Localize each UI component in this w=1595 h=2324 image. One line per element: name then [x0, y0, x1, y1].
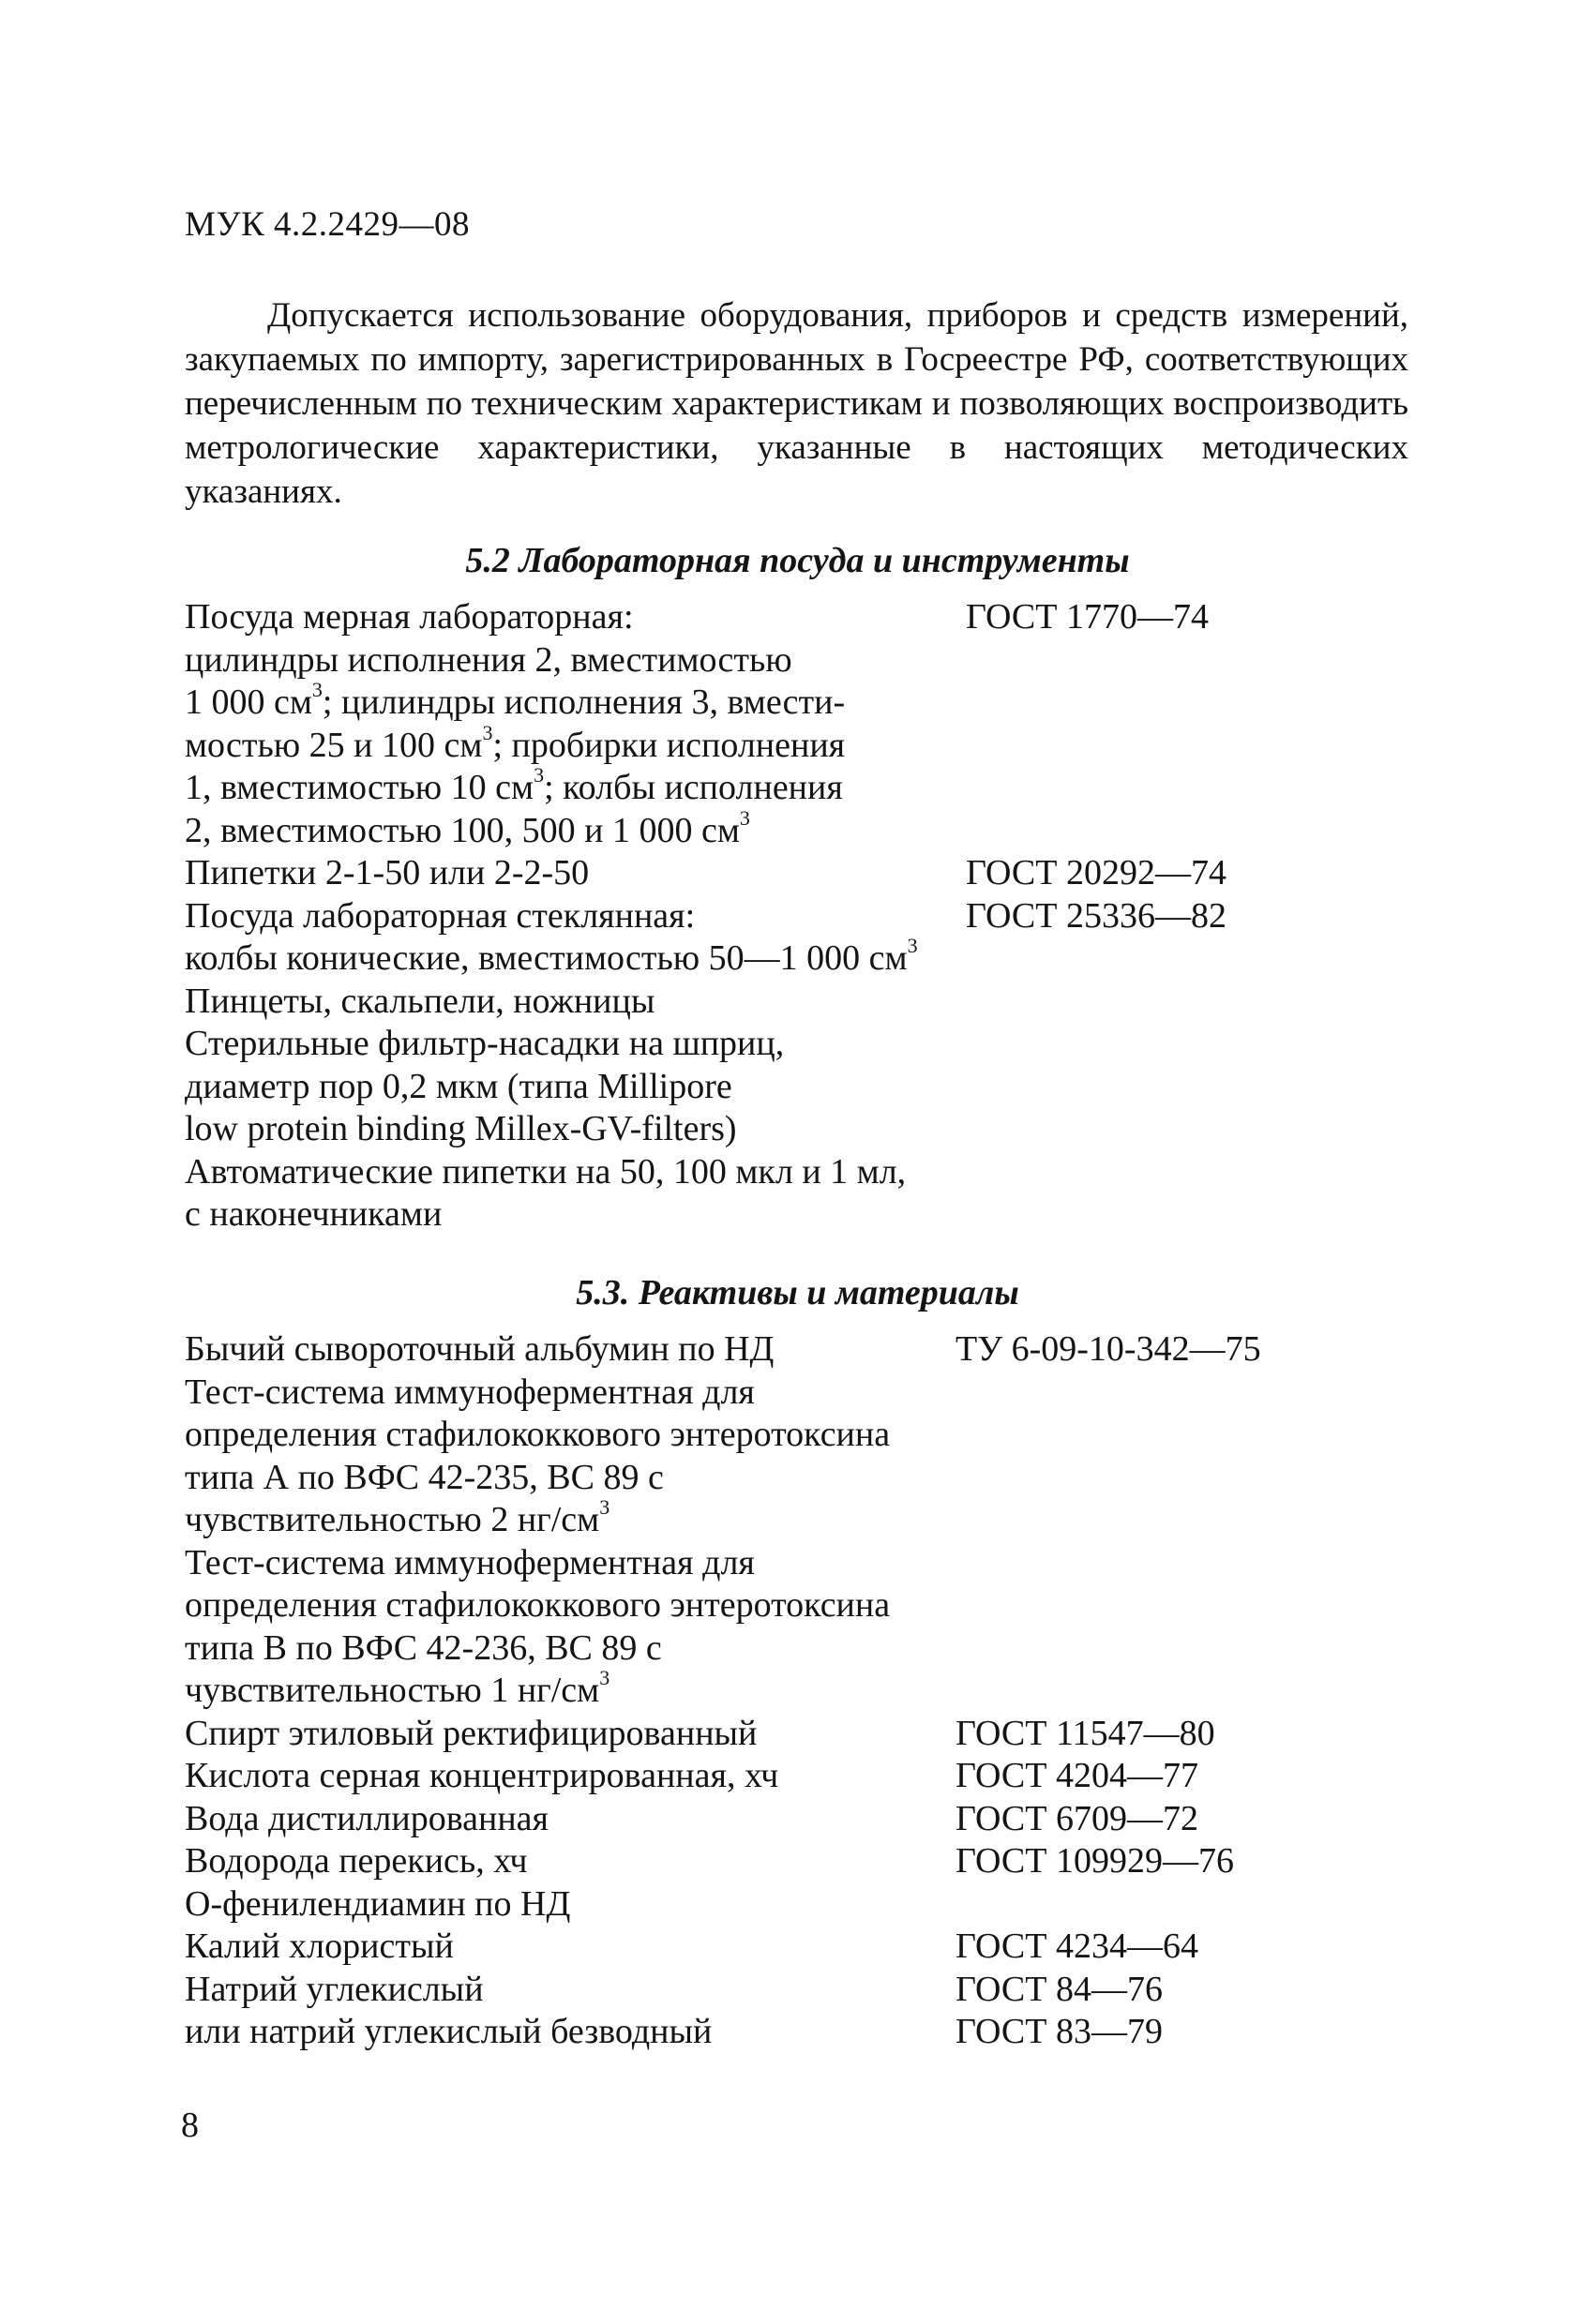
item-text: определения стафилококкового энтеротоксина — [185, 1585, 891, 1625]
section-title-labware: 5.2 Лабораторная посуда и инструменты — [465, 541, 1130, 580]
unit-superscript: 3 — [599, 1495, 610, 1519]
item-text: О-фенилендиамин по НД — [185, 1883, 571, 1924]
reagents-list-line — [185, 1414, 1404, 1457]
labware-list-line — [185, 805, 1404, 853]
standard-reference: ГОСТ 109929—76 — [955, 1841, 1234, 1881]
reagents-list-line — [185, 1627, 1404, 1671]
reagents-list-line — [185, 1969, 1404, 2012]
unit-superscript: 3 — [599, 1666, 610, 1689]
labware-list-line — [185, 852, 1404, 895]
document-code-header: МУК 4.2.2429—08 — [185, 205, 471, 244]
item-text: Калий хлористый — [185, 1927, 454, 1966]
item-text-continued: ; цилиндры исполнения 3, вмести- — [322, 682, 846, 722]
standard-reference: ГОСТ 25336—82 — [966, 895, 1226, 936]
item-text: Бычий сывороточный альбумин по НД — [185, 1329, 775, 1369]
item-text-continued: ; пробирки исполнения — [492, 725, 846, 765]
item-text: Кислота серная концентрированная, хч — [185, 1756, 779, 1795]
item-text: определения стафилококкового энтеротоксина — [185, 1415, 891, 1454]
standard-reference: ГОСТ 4234—64 — [955, 1927, 1198, 1966]
standard-reference: ГОСТ 20292—74 — [966, 853, 1226, 892]
item-text: Посуда мерная лабораторная: — [185, 597, 634, 637]
item-text: чувствительностью 1 нг/см — [185, 1671, 600, 1710]
labware-list-line — [185, 763, 1404, 810]
labware-list-line — [185, 981, 1404, 1024]
unit-superscript: 3 — [534, 763, 545, 787]
item-text: 2, вместимостью 100, 500 и 1 000 см — [185, 810, 740, 850]
item-text: цилиндры исполнения 2, вместимостью — [185, 639, 792, 680]
item-text: колбы конические, вместимостью 50—1 000 см — [185, 938, 908, 978]
reagents-list — [185, 1328, 1404, 2054]
item-text: с наконечниками — [185, 1194, 443, 1234]
reagents-list-line — [185, 1713, 1404, 1756]
labware-list — [185, 596, 1404, 1237]
reagents-list-line — [185, 2011, 1404, 2054]
standard-reference: ГОСТ 4204—77 — [955, 1756, 1198, 1795]
labware-list-line — [185, 1193, 1404, 1237]
unit-superscript: 3 — [907, 934, 918, 957]
reagents-list-line — [185, 1495, 1404, 1542]
unit-superscript: 3 — [311, 678, 323, 701]
labware-list-line — [185, 678, 1404, 725]
item-text: Пинцеты, скальпели, ножницы — [185, 981, 655, 1021]
reagents-list-line — [185, 1926, 1404, 1969]
labware-list-line — [185, 720, 1404, 768]
item-text: Вода дистиллированная — [185, 1798, 549, 1838]
item-text: Автоматические пипетки на 50, 100 мкл и 1 мл, — [185, 1151, 907, 1192]
item-text: Стерильные фильтр-насадки на шприц, — [185, 1024, 785, 1063]
section-title-reagents: 5.3. Реактивы и материалы — [576, 1273, 1019, 1312]
page-number: 8 — [181, 2106, 199, 2145]
item-text: Водорода перекись, хч — [185, 1841, 528, 1881]
standard-reference: ГОСТ 6709—72 — [955, 1798, 1198, 1838]
labware-list-line — [185, 1151, 1404, 1194]
standard-reference: ГОСТ 1770—74 — [966, 597, 1209, 637]
reagents-list-line — [185, 1755, 1404, 1798]
reagents-list-line — [185, 1584, 1404, 1627]
item-text: Натрий углекислый — [185, 1969, 484, 2009]
reagents-list-line — [185, 1798, 1404, 1841]
item-text: типа В по ВФС 42-236, ВС 89 с — [185, 1627, 662, 1668]
item-text: Пипетки 2-1-50 или 2-2-50 — [185, 853, 590, 892]
labware-list-line — [185, 596, 1404, 639]
item-text: Посуда лабораторная стеклянная: — [185, 895, 696, 936]
standard-reference: ГОСТ 11547—80 — [955, 1713, 1215, 1753]
item-text: 1 000 см — [185, 682, 312, 722]
reagents-list-line — [185, 1372, 1404, 1415]
unit-superscript: 3 — [482, 720, 493, 744]
item-text: 1, вместимостью 10 см — [185, 768, 534, 807]
labware-list-line — [185, 1023, 1404, 1066]
item-text-continued: ; колбы исполнения — [544, 768, 843, 807]
intro-paragraph: Допускается использование оборудования, приборов и средств измерений, закупаемых по импорту, зарегистрированных в Госреестре РФ, соответствующих перечисленным по техническим характеристикам и позволяющих воспроизводить метрологические характеристики, указанные в настоящих методических указаниях. — [185, 296, 1408, 511]
item-text: Спирт этиловый ректифицированный — [185, 1713, 758, 1753]
item-text: или натрий углекислый безводный — [185, 2012, 713, 2051]
reagents-list-line — [185, 1457, 1404, 1500]
item-text: диаметр пор 0,2 мкм (типа Millipore — [185, 1066, 732, 1106]
item-text: чувствительностью 2 нг/см — [185, 1500, 600, 1539]
item-text: мостью 25 и 100 см — [185, 725, 483, 765]
standard-reference: ГОСТ 84—76 — [955, 1969, 1163, 2009]
labware-list-line — [185, 934, 1404, 981]
item-text: типа А по ВФС 42-235, ВС 89 с — [185, 1457, 664, 1497]
labware-list-line — [185, 1066, 1404, 1109]
reagents-list-line — [185, 1840, 1404, 1883]
labware-list-line — [185, 1108, 1404, 1151]
standard-reference: ТУ 6-09-10-342—75 — [955, 1329, 1261, 1369]
labware-list-line — [185, 895, 1404, 938]
item-text: Тест-система иммуноферментная для — [185, 1372, 755, 1412]
unit-superscript: 3 — [739, 805, 750, 830]
reagents-list-line — [185, 1542, 1404, 1585]
item-text: Тест-система иммуноферментная для — [185, 1542, 755, 1582]
reagents-list-line — [185, 1328, 1404, 1372]
labware-list-line — [185, 639, 1404, 682]
standard-reference: ГОСТ 83—79 — [955, 2012, 1163, 2051]
reagents-list-line — [185, 1883, 1404, 1927]
item-text: low protein binding Millex-GV-filters) — [185, 1109, 737, 1148]
reagents-list-line — [185, 1666, 1404, 1713]
